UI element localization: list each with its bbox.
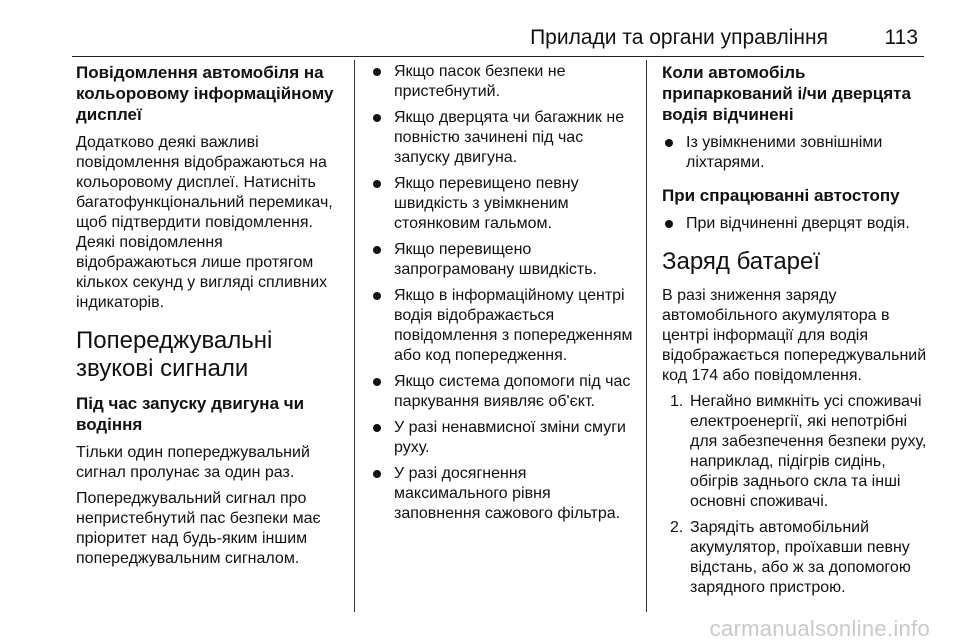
bullet-icon [373,378,381,386]
list-item: Якщо система допомоги під час паркування виявляє об'єкт. [370,372,636,412]
paragraph: В разі зниження заряду автомобільного акумулятора в центрі інформації для водія відображається попереджувальний код 174 або повідомлення. [662,287,927,384]
list-item: У разі ненавмисної зміни смуги руху. [370,418,636,458]
section-heading-parked: Коли автомобіль припаркований і/чи дверцята водія відчинені [662,63,911,124]
bullet-icon [665,139,673,147]
list-item: У разі досягнення максимального рівня заповнення сажового фільтра. [370,464,636,524]
numbered-list [662,392,932,598]
list-item: 2. Зарядіть автомобільний акумулятор, проїхавши певну відстань, або ж за допомогою зарядного пристрою. [670,519,911,596]
paragraph: Попереджувальний сигнал про непристебнутий пас безпеки має пріоритет над будь-яким іншим попереджувальним сигналом. [76,490,321,567]
bullet-list [662,214,932,234]
bullet-icon [373,470,381,478]
bullet-icon [373,246,381,254]
column-left [76,62,344,575]
subsection-heading-engine-start: Під час запуску двигуна чи водіння [76,394,305,434]
paragraph: Тільки один попереджувальний сигнал пролунає за один раз. [76,444,310,481]
bullet-list [662,133,932,173]
section-heading-vehicle-messages: Повідомлення автомобіля на кольоровому інформаційному дисплеї [76,63,334,124]
column-right [662,62,932,604]
list-item: Якщо перевищено запрограмовану швидкість. [370,240,636,280]
list-item: Із увімкненими зовнішніми ліхтарями. [662,133,932,173]
paragraph: Додатково деякі важливі повідомлення відображаються на кольоровому дисплеї. Натисніть багатофункціональний перемикач, щоб підтвердити повідомлення. Деякі повідомлення відображаються лише протягом кількох секунд у вигляді спливних індикаторів. [76,134,333,311]
list-item: 1. Негайно вимкніть усі споживачі електроенергії, які непотрібні для забезпечення безпеки руху, наприклад, підігрів сидінь, обігрів заднього скла та інші основні споживачі. [670,393,927,510]
bullet-icon [665,220,673,228]
column-middle [370,62,636,530]
bullet-icon [373,114,381,122]
section-heading-warning-chimes: Попереджувальні звукові сигнали [76,327,273,382]
watermark: carmanualsonline.info [709,616,930,641]
bullet-icon [373,424,381,432]
list-item: Якщо в інформаційному центрі водія відображається повідомлення з попередженням або код попередження. [370,286,636,366]
bullet-icon [373,180,381,188]
section-heading-battery: Заряд батареї [662,248,821,275]
page-number: 113 [884,26,918,49]
bullet-icon [373,292,381,300]
list-item: Якщо дверцята чи багажник не повністю зачинені під час запуску двигуна. [370,108,636,168]
column-divider [646,60,647,612]
bullet-list [370,62,636,524]
list-item: При відчиненні дверцят водія. [662,214,932,234]
bullet-icon [373,68,381,76]
list-item: Якщо перевищено певну швидкість з увімкненим стоянковим гальмом. [370,174,636,234]
section-heading-autostop: При спрацюванні автостопу [662,186,900,205]
column-divider [354,60,355,612]
page-header [72,18,924,57]
header-title: Прилади та органи управління [530,26,828,49]
list-item: Якщо пасок безпеки не пристебнутий. [370,62,636,102]
